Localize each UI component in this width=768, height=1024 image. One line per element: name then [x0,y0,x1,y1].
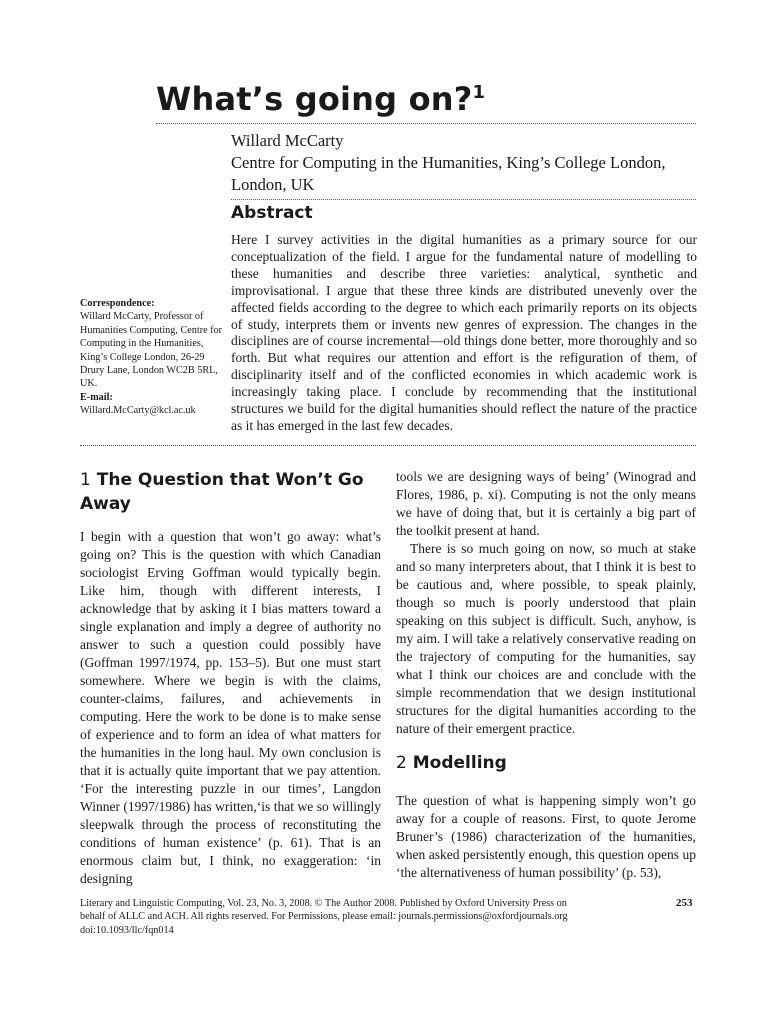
section-1-heading [80,468,370,516]
divider-abstract [80,445,696,446]
section-2-heading [396,753,507,773]
author-affiliation: Centre for Computing in the Humanities, King’s College London, London, UK [231,153,666,194]
section-1-paragraph: I begin with a question that won’t go away: what’s going on? This is the question with which Canadian sociologist Erving Goffman would typically begin. Like him, though with different interests, I acknowledge that by asking it I bias matters toward a single explanation and imply a degree of authority no answer to such a question could possibly have (Goffman 1997/1974, pp. 153–5). But one must start somewhere. Where we begin is with the claims, counter-claims, failures, and achievements in computing. Here the work to be done is to make sense of experience and to form an idea of what matters for the humanities in the long haul. My own conclusion is that it is actually quite important that we pay attention. ‘For the interesting puzzle in our times’, Langdon Winner (1997/1986) has written,‘is that we so willingly sleepwalk through the process of reconstituting the conditions of human existence’ (p. 61). That is an enormous claim but, I think, no exaggeration: ‘in designing [80,529,381,886]
page-number: 253 [676,897,693,909]
email-label: E-mail: [80,391,113,403]
divider-author [231,199,696,200]
author-name: Willard McCarty [231,131,344,150]
section-2-paragraph: The question of what is happening simply won’t go away for a couple of reasons. First, to quote Jerome Bruner’s (1986) characterization of the humanities, when asked persistently enough, this question opens up ‘the alternativeness of human possibility’ (p. 53), [396,793,696,880]
footer-doi[interactable]: doi:10.1093/llc/fqn014 [80,924,174,936]
divider-title [156,123,696,124]
title-footnote-marker[interactable]: 1 [472,82,486,103]
correspondence-note [80,297,228,418]
correspondence-label: Correspondence: [80,298,155,309]
section-1-number: 1 [80,470,91,490]
correspondence-text: Willard McCarty, Professor of Humanities Computing, Centre for Computing in the Humanities, King’s College London, 26-29 Drury Lane, London WC2B 5RL, UK. [80,311,223,390]
journal-footer [80,897,650,937]
title-text: What’s going on? [156,80,473,118]
footer-permissions: behalf of ALLC and ACH. All rights reserved. For Permissions, please email: journals.permissions@oxfordjournals.org [80,911,568,923]
section-2-title: Modelling [412,753,507,773]
section-1-continuation: tools we are designing ways of being’ (Winograd and Flores, 1986, p. xi). Computing is not the only means we have of doing that, but it is certainly a big part of the toolkit present at hand. [396,469,696,538]
section-1-paragraph-2: There is so much going on now, so much at stake and so many interpreters about, that I think it is best to be cautious and, where possible, to speak plainly, though so much is poorly understood that plain speaking on this subject is difficult. Such, anyhow, is my aim. I will take a relatively conservative reading on the trajectory of computing for the humanities, say what I think our choices are and conclude with the simple recommendation that we design institutional structures for the digital humanities according to the nature of their emergent practice. [396,541,696,736]
abstract-heading: Abstract [231,203,313,223]
abstract-text: Here I survey activities in the digital humanities as a primary source for our conceptualization of the field. I argue for the fundamental nature of modelling to these humanities and describe three varieties: analytical, synthetic and improvisational. I argue that these three kinds are distributed unevenly over the affected fields according to the degree to which each primarily reports on its objects of study, interprets them or invents new genres of expression. The changes in the disciplines are of course incremental—old things done better, more thoroughly and so forth. But what requires our attention and effort is the refiguration of them, of disciplinarity itself and of the conflicted economies in which academic work is increasingly taking place. I conclude by recommending that the institutional structures we build for the digital humanities should reflect the nature of the practice as it has emerged in the last few decades. [231,232,697,433]
email-link[interactable]: Willard.McCarty@kcl.ac.uk [80,405,196,417]
section-2-number: 2 [396,753,407,773]
footer-citation: Literary and Linguistic Computing, Vol. 23, No. 3, 2008. © The Author 2008. Published by Oxford University Press on [80,898,567,909]
article-title [156,80,485,118]
section-1-title: The Question that Won’t Go Away [80,470,364,514]
